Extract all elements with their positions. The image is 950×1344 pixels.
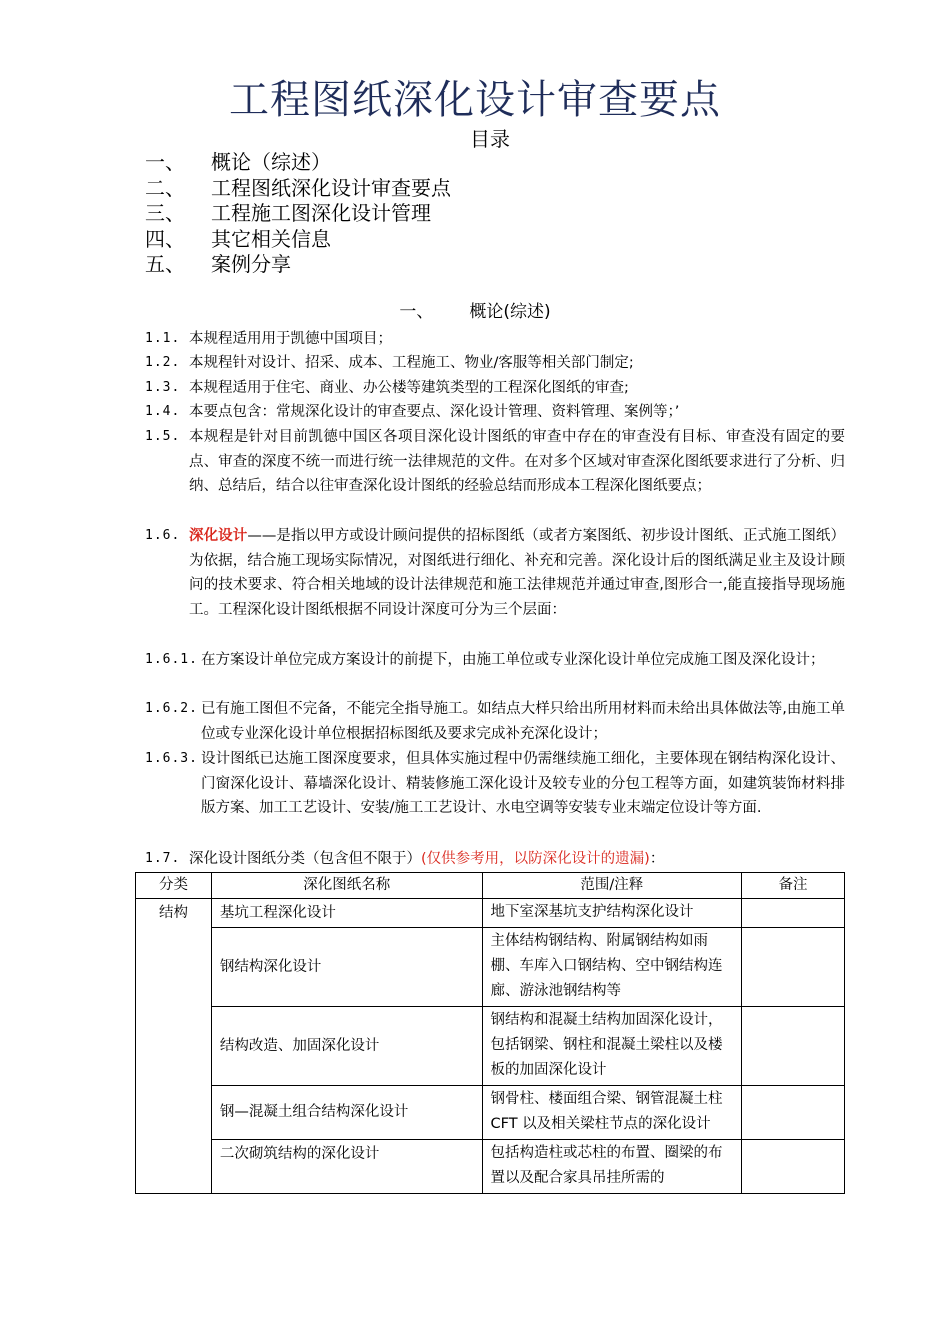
section-number: 一、 xyxy=(399,302,434,322)
clause-text: 本规程适用于住宅、商业、办公楼等建筑类型的工程深化图纸的审查; xyxy=(189,380,629,396)
clause-text xyxy=(189,847,845,872)
drawing-name-cell: 钢—混凝土组合结构深化设计 xyxy=(211,1086,482,1140)
clause-number: 1.2. xyxy=(145,355,181,370)
clause-1-3 xyxy=(145,376,845,401)
column-header: 备注 xyxy=(742,873,845,899)
definition-text: ——是指以甲方或设计顾问提供的招标图纸（或者方案图纸、初步设计图纸、正式施工图纸）为依据，结合施工现场实际情况，对图纸进行细化、补充和完善。深化设计后的图纸满足业主及设计顾问的技术要求、符合相关地域的设计法律规范和施工法律规范并通过审查,图形合一,能直接指导现场施工。工程深化设计图纸根据不同设计深度可分为三个层面： xyxy=(189,528,845,619)
clause-1-4 xyxy=(145,400,845,425)
clause-text: 本规程针对设计、招采、成本、工程施工、物业/客服等相关部门制定; xyxy=(189,355,634,371)
drawing-name-cell: 二次砌筑结构的深化设计 xyxy=(211,1140,482,1194)
clause-1-6-1 xyxy=(145,648,845,673)
clause-number: 1.5. xyxy=(145,429,181,444)
scope-cell: 钢结构和混凝土结构加固深化设计，包括钢梁、钢柱和混凝土梁柱以及楼板的加固深化设计 xyxy=(482,1007,742,1086)
toc-item-label: 工程图纸深化设计审查要点 xyxy=(211,175,451,200)
table-row xyxy=(136,899,845,928)
toc-item-number: 四、 xyxy=(145,226,185,251)
clause-text: 本要点包含：常规深化设计的审查要点、深化设计管理、资料管理、案例等；’ xyxy=(189,404,680,420)
toc-heading: 目录 xyxy=(470,127,510,151)
drawing-name-cell: 钢结构深化设计 xyxy=(211,928,482,1007)
scope-cell: 地下室深基坑支护结构深化设计 xyxy=(482,899,742,928)
table-row xyxy=(136,1140,845,1194)
remark-cell xyxy=(742,1086,845,1140)
toc-item xyxy=(145,201,451,227)
section-title: 概论(综述) xyxy=(469,302,551,322)
document-title: 工程图纸深化设计审查要点 xyxy=(229,77,721,123)
clause-number: 1.4. xyxy=(145,404,181,419)
clause-text xyxy=(189,524,845,623)
clause-number: 1.6.1. xyxy=(145,652,198,667)
clause-number: 1.6.2. xyxy=(145,701,198,716)
toc-item-number: 三、 xyxy=(145,201,185,225)
clause-tail: ： xyxy=(649,851,665,867)
clause-number: 1.6.3. xyxy=(145,751,198,766)
clause-number: 1.7. xyxy=(145,851,181,866)
scope-cell: 主体结构钢结构、附属钢结构如雨棚、车库入口钢结构、空中钢结构连廊、游泳池钢结构等 xyxy=(482,928,742,1007)
toc-item-number: 一、 xyxy=(145,150,185,174)
category-cell: 结构 xyxy=(136,899,212,1194)
toc-item xyxy=(145,150,451,176)
scope-cell: 包括构造柱或芯柱的布置、圈梁的布置以及配合家具吊挂所需的 xyxy=(482,1140,742,1194)
clause-1-6-3 xyxy=(145,747,845,821)
clause-text: 本规程适用用于凯德中国项目； xyxy=(189,331,392,347)
drawing-name-cell: 结构改造、加固深化设计 xyxy=(211,1007,482,1086)
clause-text: 设计图纸已达施工图深度要求，但具体实施过程中仍需继续施工细化，主要体现在钢结构深化设计、门窗深化设计、幕墙深化设计、精装修施工深化设计及较专业的分包工程等方面，如建筑装饰材料排版方案、加工工艺设计、安装/施工工艺设计、水电空调等安装专业末端定位设计等方面. xyxy=(201,751,845,817)
clause-number: 1.6. xyxy=(145,528,181,543)
drawing-name-cell: 基坑工程深化设计 xyxy=(211,899,482,928)
clause-number: 1.1. xyxy=(145,331,181,346)
remark-cell xyxy=(742,1007,845,1086)
table-header-row xyxy=(136,873,845,899)
toc-item-label: 工程施工图深化设计管理 xyxy=(211,201,431,225)
remark-cell xyxy=(742,928,845,1007)
toc-item-label: 其它相关信息 xyxy=(211,226,331,251)
toc-item xyxy=(145,176,451,202)
clause-1-6-2 xyxy=(145,697,845,746)
clause-main-text: 深化设计图纸分类（包含但不限于） xyxy=(189,851,421,867)
column-header: 分类 xyxy=(136,873,212,899)
clause-text: 在方案设计单位完成方案设计的前提下，由施工单位或专业深化设计单位完成施工图及深化设计； xyxy=(201,652,825,668)
clause-note: (仅供参考用，以防深化设计的遗漏) xyxy=(421,851,650,867)
clause-1-1 xyxy=(145,327,845,352)
table-row xyxy=(136,1007,845,1086)
clause-1-6 xyxy=(145,524,845,623)
remark-cell xyxy=(742,899,845,928)
clause-text: 已有施工图但不完备，不能完全指导施工。如结点大样只给出所用材料而未给出具体做法等,由施工单位或专业深化设计单位根据招标图纸及要求完成补充深化设计； xyxy=(201,701,845,742)
table-row xyxy=(136,928,845,1007)
scope-cell: 钢骨柱、楼面组合梁、钢管混凝土柱 CFT 以及相关梁柱节点的深化设计 xyxy=(482,1086,742,1140)
column-header: 范围/注释 xyxy=(482,873,742,899)
clause-text: 本规程是针对目前凯德中国区各项目深化设计图纸的审查中存在的审查没有目标、审查没有固定的要点、审查的深度不统一而进行统一法律规范的文件。在对多个区域对审查深化图纸要求进行了分析、归纳、总结后，结合以往审查深化设计图纸的经验总结而形成本工程深化图纸要点； xyxy=(189,429,845,495)
section-heading xyxy=(0,300,950,324)
deepening-drawings-table xyxy=(135,872,845,1194)
clause-1-2 xyxy=(145,351,845,376)
clause-number: 1.3. xyxy=(145,380,181,395)
clause-1-5 xyxy=(145,425,845,499)
toc-item-number: 二、 xyxy=(145,175,185,200)
toc-item xyxy=(145,252,451,278)
toc-item xyxy=(145,227,451,253)
toc-item-label: 概论（综述） xyxy=(211,150,331,174)
column-header: 深化图纸名称 xyxy=(211,873,482,899)
remark-cell xyxy=(742,1140,845,1194)
toc-item-number: 五、 xyxy=(145,252,185,276)
clause-1-7 xyxy=(145,847,845,872)
table-row xyxy=(136,1086,845,1140)
defined-term: 深化设计 xyxy=(189,528,248,544)
toc-item-label: 案例分享 xyxy=(211,252,291,276)
table-of-contents xyxy=(145,150,451,278)
